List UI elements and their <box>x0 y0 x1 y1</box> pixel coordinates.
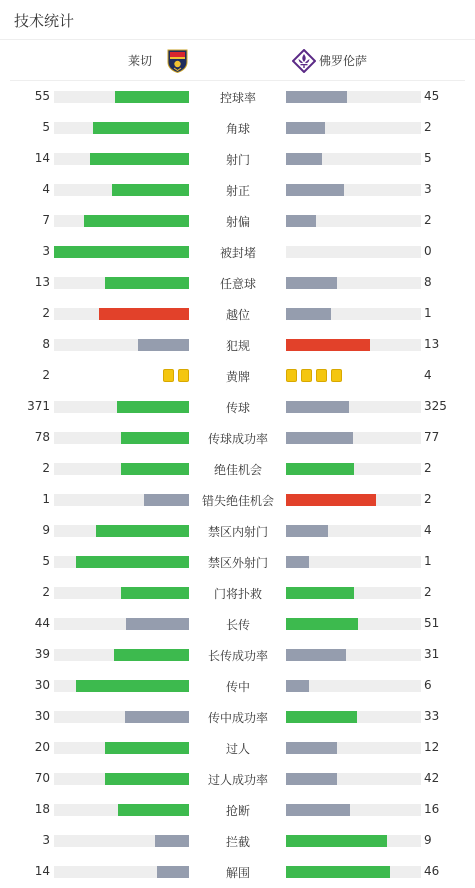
stat-label: 拦截 <box>225 835 250 849</box>
stat-row <box>0 608 475 639</box>
away-bar-track <box>286 153 421 165</box>
home-bar-fill <box>157 866 189 878</box>
stat-label: 门将扑救 <box>213 587 262 601</box>
home-value: 5 <box>42 554 50 568</box>
away-value: 2 <box>424 461 432 475</box>
stat-label: 射门 <box>225 153 250 167</box>
away-bar-track <box>286 835 421 847</box>
home-value: 2 <box>42 306 50 320</box>
away-value: 8 <box>424 275 432 289</box>
home-bar-fill <box>138 339 189 351</box>
home-bar-fill <box>105 277 189 289</box>
away-bar-track <box>286 308 421 320</box>
stat-label: 传球成功率 <box>207 432 268 446</box>
home-bar-fill <box>76 556 189 568</box>
home-bar-fill <box>118 804 189 816</box>
home-value: 2 <box>42 585 50 599</box>
away-value: 5 <box>424 151 432 165</box>
stat-row <box>0 112 475 143</box>
away-team-name[interactable]: 佛罗伦萨 <box>319 54 368 68</box>
home-bar-track <box>54 215 189 227</box>
away-bar-track <box>286 122 421 134</box>
stat-row <box>0 236 475 267</box>
away-bar-track <box>286 711 421 723</box>
away-yellow-cards <box>286 369 342 382</box>
home-bar-fill <box>84 215 189 227</box>
home-bar-track <box>54 432 189 444</box>
yellow-card-icon <box>331 369 342 382</box>
away-value: 13 <box>424 337 440 351</box>
home-bar-fill <box>54 246 189 258</box>
home-value: 1 <box>42 492 50 506</box>
away-value: 31 <box>424 647 440 661</box>
stat-row <box>0 794 475 825</box>
home-bar-track <box>54 866 189 878</box>
stat-label: 解围 <box>225 866 250 880</box>
home-bar-track <box>54 587 189 599</box>
home-bar-track <box>54 184 189 196</box>
home-value: 14 <box>34 151 50 165</box>
stat-row <box>0 732 475 763</box>
yellow-card-icon <box>301 369 312 382</box>
away-bar-track <box>286 618 421 630</box>
away-value: 325 <box>424 399 447 413</box>
away-bar-track <box>286 339 421 351</box>
stat-row <box>0 329 475 360</box>
home-bar-track <box>54 122 189 134</box>
fiorentina-lily-icon[interactable] <box>292 49 316 73</box>
away-bar-track <box>286 525 421 537</box>
stat-row <box>0 205 475 236</box>
home-bar-track <box>54 773 189 785</box>
away-value: 42 <box>424 771 440 785</box>
stat-row <box>0 267 475 298</box>
stat-row <box>0 856 475 887</box>
away-value: 4 <box>424 523 432 537</box>
stat-row <box>0 174 475 205</box>
home-bar-fill <box>99 308 189 320</box>
stat-row <box>0 701 475 732</box>
stat-row <box>0 515 475 546</box>
away-bar-fill <box>286 215 316 227</box>
home-bar-track <box>54 680 189 692</box>
lecce-crest-icon[interactable] <box>167 49 188 73</box>
away-bar-fill <box>286 773 337 785</box>
stat-row <box>0 298 475 329</box>
title-bar <box>0 0 475 40</box>
away-bar-track <box>286 432 421 444</box>
away-bar-track <box>286 401 421 413</box>
home-bar-track <box>54 835 189 847</box>
away-bar-fill <box>286 711 357 723</box>
home-yellow-cards <box>163 369 189 382</box>
home-value: 44 <box>34 616 50 630</box>
home-bar-track <box>54 246 189 258</box>
stat-row <box>0 143 475 174</box>
away-bar-fill <box>286 866 390 878</box>
home-bar-track <box>54 804 189 816</box>
stat-label: 传球 <box>225 401 250 415</box>
home-bar-fill <box>96 525 189 537</box>
away-value: 4 <box>424 368 432 382</box>
away-value: 77 <box>424 430 440 444</box>
home-value: 18 <box>34 802 50 816</box>
stat-row <box>0 81 475 112</box>
away-bar-fill <box>286 618 358 630</box>
home-bar-fill <box>114 649 189 661</box>
home-bar-fill <box>115 91 189 103</box>
home-value: 30 <box>34 678 50 692</box>
stat-label: 黄牌 <box>225 370 250 384</box>
away-value: 46 <box>424 864 440 878</box>
stat-row <box>0 763 475 794</box>
away-bar-fill <box>286 432 353 444</box>
away-bar-fill <box>286 277 337 289</box>
stat-label: 抢断 <box>225 804 250 818</box>
away-value: 2 <box>424 120 432 134</box>
home-bar-fill <box>144 494 189 506</box>
home-bar-track <box>54 525 189 537</box>
page-title: 技术统计 <box>14 12 75 30</box>
home-bar-track <box>54 711 189 723</box>
stat-label: 传中 <box>225 680 250 694</box>
away-value: 1 <box>424 554 432 568</box>
home-value: 9 <box>42 523 50 537</box>
home-bar-fill <box>155 835 189 847</box>
stat-label: 长传成功率 <box>207 649 268 663</box>
stat-label: 任意球 <box>219 277 256 291</box>
home-team-name[interactable]: 莱切 <box>127 54 152 68</box>
home-value: 78 <box>34 430 50 444</box>
yellow-card-icon <box>316 369 327 382</box>
away-bar-fill <box>286 153 322 165</box>
home-bar-track <box>54 91 189 103</box>
home-value: 4 <box>42 182 50 196</box>
home-bar-fill <box>76 680 189 692</box>
home-bar-track <box>54 494 189 506</box>
away-bar-fill <box>286 680 309 692</box>
away-bar-fill <box>286 804 350 816</box>
away-bar-fill <box>286 587 354 599</box>
away-value: 9 <box>424 833 432 847</box>
away-bar-track <box>286 277 421 289</box>
away-bar-track <box>286 246 421 258</box>
away-value: 2 <box>424 213 432 227</box>
stat-row <box>0 546 475 577</box>
stat-label: 射正 <box>225 184 250 198</box>
home-bar-fill <box>121 463 189 475</box>
home-bar-fill <box>105 773 189 785</box>
away-value: 45 <box>424 89 440 103</box>
away-bar-fill <box>286 649 346 661</box>
away-value: 51 <box>424 616 440 630</box>
away-value: 2 <box>424 585 432 599</box>
home-value: 2 <box>42 368 50 382</box>
stat-row <box>0 422 475 453</box>
home-value: 14 <box>34 864 50 878</box>
away-bar-track <box>286 804 421 816</box>
stat-label: 禁区内射门 <box>207 525 268 539</box>
away-value: 3 <box>424 182 432 196</box>
stat-row <box>0 453 475 484</box>
away-value: 2 <box>424 492 432 506</box>
away-bar-fill <box>286 122 325 134</box>
stat-label: 被封堵 <box>219 246 256 260</box>
stat-row <box>0 360 475 391</box>
home-bar-track <box>54 618 189 630</box>
away-bar-fill <box>286 91 347 103</box>
home-bar-fill <box>121 432 189 444</box>
away-bar-track <box>286 494 421 506</box>
home-bar-track <box>54 401 189 413</box>
home-value: 70 <box>34 771 50 785</box>
home-value: 55 <box>34 89 50 103</box>
stat-row <box>0 825 475 856</box>
home-value: 7 <box>42 213 50 227</box>
stat-label: 长传 <box>225 618 250 632</box>
home-bar-fill <box>126 618 189 630</box>
home-bar-track <box>54 649 189 661</box>
stat-label: 过人成功率 <box>207 773 268 787</box>
away-bar-track <box>286 680 421 692</box>
stat-row <box>0 577 475 608</box>
away-bar-fill <box>286 308 331 320</box>
away-value: 33 <box>424 709 440 723</box>
stat-label: 禁区外射门 <box>207 556 268 570</box>
yellow-card-icon <box>163 369 174 382</box>
team-header <box>10 41 465 81</box>
home-bar-fill <box>90 153 189 165</box>
away-bar-fill <box>286 525 328 537</box>
stat-row <box>0 391 475 422</box>
stat-label: 传中成功率 <box>207 711 268 725</box>
stat-label: 犯规 <box>225 339 250 353</box>
home-bar-fill <box>112 184 189 196</box>
away-bar-fill <box>286 742 337 754</box>
stat-label: 越位 <box>225 308 250 322</box>
away-bar-track <box>286 649 421 661</box>
stat-label: 过人 <box>225 742 250 756</box>
home-value: 13 <box>34 275 50 289</box>
home-value: 30 <box>34 709 50 723</box>
away-bar-fill <box>286 401 349 413</box>
away-bar-fill <box>286 463 354 475</box>
home-bar-track <box>54 742 189 754</box>
stats-list <box>0 81 475 887</box>
home-value: 2 <box>42 461 50 475</box>
away-value: 16 <box>424 802 440 816</box>
home-value: 39 <box>34 647 50 661</box>
away-bar-fill <box>286 339 370 351</box>
stat-row <box>0 670 475 701</box>
away-bar-fill <box>286 835 387 847</box>
away-bar-track <box>286 215 421 227</box>
yellow-card-icon <box>178 369 189 382</box>
home-value: 3 <box>42 833 50 847</box>
home-bar-track <box>54 556 189 568</box>
away-bar-fill <box>286 184 344 196</box>
away-bar-track <box>286 773 421 785</box>
stat-label: 控球率 <box>219 91 256 105</box>
away-value: 6 <box>424 678 432 692</box>
home-bar-track <box>54 153 189 165</box>
stat-row <box>0 484 475 515</box>
away-bar-track <box>286 184 421 196</box>
away-value: 12 <box>424 740 440 754</box>
home-bar-track <box>54 277 189 289</box>
away-bar-track <box>286 463 421 475</box>
away-value: 1 <box>424 306 432 320</box>
away-bar-track <box>286 587 421 599</box>
home-bar-track <box>54 308 189 320</box>
home-value: 20 <box>34 740 50 754</box>
home-bar-fill <box>125 711 189 723</box>
home-bar-track <box>54 463 189 475</box>
away-bar-track <box>286 91 421 103</box>
away-bar-fill <box>286 494 376 506</box>
yellow-card-icon <box>286 369 297 382</box>
home-bar-fill <box>121 587 189 599</box>
away-value: 0 <box>424 244 432 258</box>
home-bar-fill <box>117 401 189 413</box>
home-value: 8 <box>42 337 50 351</box>
home-bar-fill <box>105 742 189 754</box>
away-bar-fill <box>286 556 309 568</box>
stat-label: 射偏 <box>225 215 250 229</box>
away-bar-track <box>286 556 421 568</box>
home-value: 3 <box>42 244 50 258</box>
stat-label: 绝佳机会 <box>213 463 262 477</box>
home-value: 5 <box>42 120 50 134</box>
home-value: 371 <box>27 399 50 413</box>
stat-label: 错失绝佳机会 <box>201 494 274 508</box>
away-bar-track <box>286 866 421 878</box>
home-bar-track <box>54 339 189 351</box>
stat-label: 角球 <box>225 122 250 136</box>
stat-row <box>0 639 475 670</box>
home-bar-fill <box>93 122 189 134</box>
away-bar-track <box>286 742 421 754</box>
